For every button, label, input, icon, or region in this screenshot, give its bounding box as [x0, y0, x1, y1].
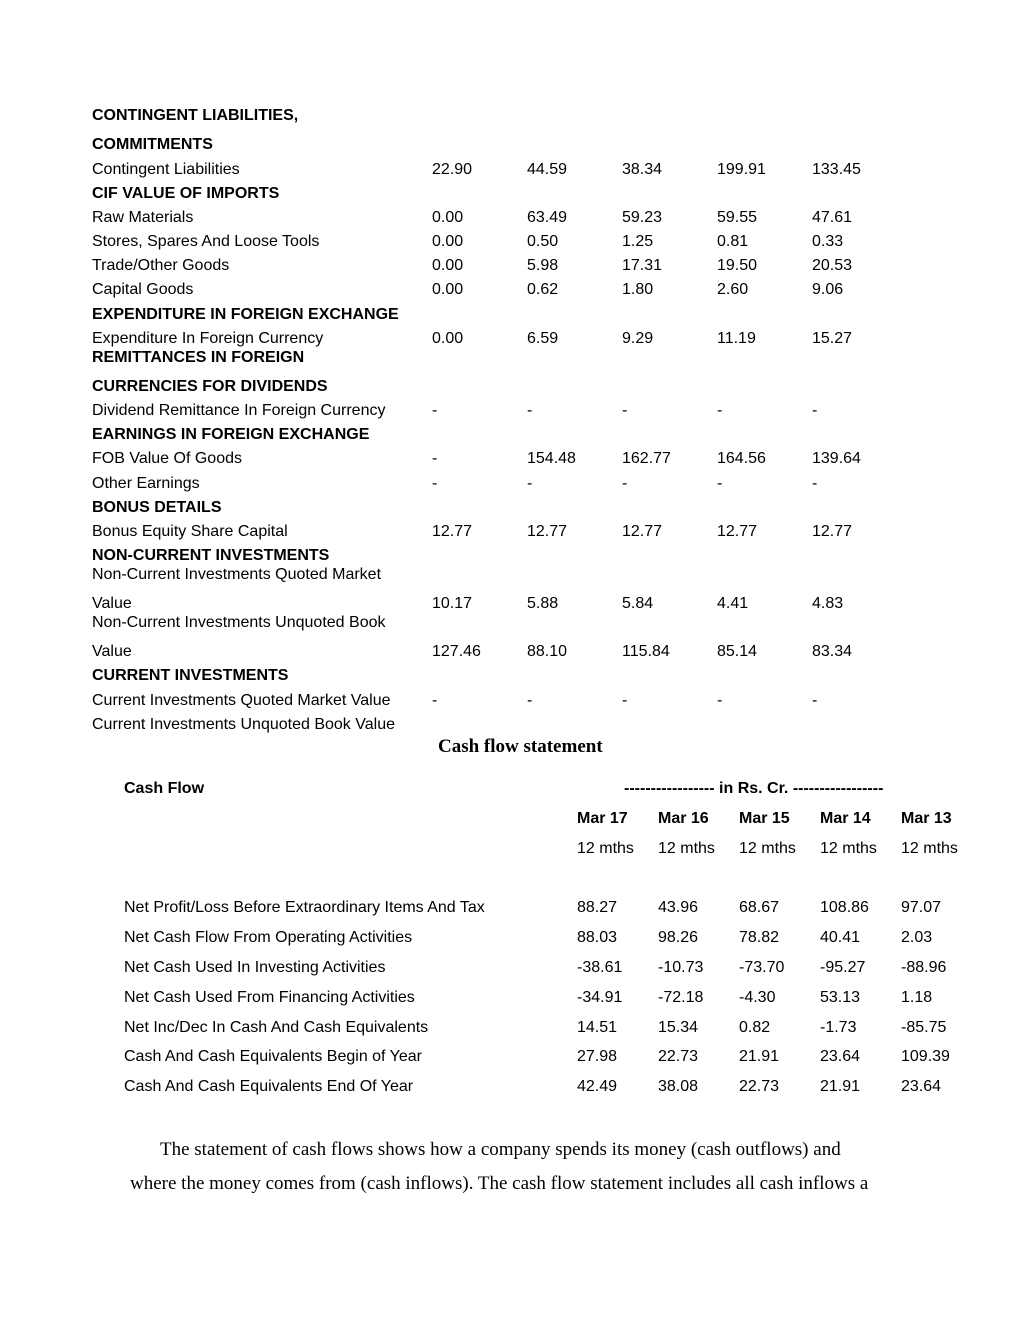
value-cell: 0.81	[717, 233, 749, 250]
row-label: Other Earnings	[92, 475, 200, 492]
value-cell: 88.10	[527, 643, 568, 660]
value-cell: 12.77	[622, 523, 663, 540]
row-label: Non-Current Investments Quoted Market	[92, 566, 382, 583]
value-cell: 17.31	[622, 257, 663, 274]
value-cell: -	[527, 692, 533, 709]
cash-flow-value: 109.39	[901, 1048, 950, 1065]
cash-flow-value: -38.61	[577, 959, 623, 976]
cash-flow-value: 97.07	[901, 899, 942, 916]
cash-flow-value: 40.41	[820, 929, 861, 946]
cash-flow-value: -72.18	[658, 989, 704, 1006]
value-cell: -	[622, 475, 628, 492]
value-cell: 12.77	[717, 523, 758, 540]
value-cell: 11.19	[717, 330, 756, 347]
value-cell: 199.91	[717, 161, 766, 178]
period-header: Mar 16	[658, 810, 709, 827]
row-label: Raw Materials	[92, 209, 194, 226]
value-cell: -	[622, 692, 628, 709]
cash-flow-value: -4.30	[739, 989, 776, 1006]
row-label: Trade/Other Goods	[92, 257, 230, 274]
value-cell: -	[432, 450, 438, 467]
value-cell: 12.77	[432, 523, 473, 540]
row-label: Value	[92, 595, 132, 612]
value-cell: 139.64	[812, 450, 861, 467]
value-cell: 85.14	[717, 643, 758, 660]
section-heading: CURRENT INVESTMENTS	[92, 667, 289, 684]
value-cell: -	[432, 475, 438, 492]
section-heading: NON-CURRENT INVESTMENTS	[92, 547, 330, 564]
value-cell: 5.84	[622, 595, 654, 612]
value-cell: 0.00	[432, 257, 464, 274]
value-cell: 83.34	[812, 643, 853, 660]
cash-flow-row-label: Net Inc/Dec In Cash And Cash Equivalents	[124, 1019, 429, 1036]
section-heading: CIF VALUE OF IMPORTS	[92, 185, 280, 202]
value-cell: -	[432, 692, 438, 709]
section-heading: CURRENCIES FOR DIVIDENDS	[92, 378, 328, 395]
section-heading: EXPENDITURE IN FOREIGN EXCHANGE	[92, 306, 399, 323]
value-cell: 59.55	[717, 209, 758, 226]
cash-flow-value: 23.64	[820, 1048, 861, 1065]
row-label: Current Investments Quoted Market Value	[92, 692, 391, 709]
cash-flow-value: 23.64	[901, 1078, 942, 1095]
value-cell: 154.48	[527, 450, 576, 467]
cash-flow-value: -95.27	[820, 959, 866, 976]
cash-flow-value: 98.26	[658, 929, 699, 946]
cash-flow-value: 27.98	[577, 1048, 618, 1065]
row-label: Bonus Equity Share Capital	[92, 523, 288, 540]
value-cell: 6.59	[527, 330, 559, 347]
value-cell: -	[527, 402, 533, 419]
value-cell: 0.00	[432, 209, 464, 226]
cash-flow-value: -73.70	[739, 959, 785, 976]
duration-header: 12 mths	[820, 840, 877, 857]
value-cell: 12.77	[812, 523, 853, 540]
value-cell: 0.62	[527, 281, 559, 298]
row-label: Dividend Remittance In Foreign Currency	[92, 402, 386, 419]
value-cell: -	[527, 475, 533, 492]
row-label: Value	[92, 643, 132, 660]
value-cell: 20.53	[812, 257, 853, 274]
cash-flow-value: 21.91	[739, 1048, 780, 1065]
cash-flow-value: 38.08	[658, 1078, 699, 1095]
value-cell: 0.00	[432, 330, 464, 347]
section-heading: BONUS DETAILS	[92, 499, 222, 516]
duration-header: 12 mths	[739, 840, 796, 857]
cash-flow-caption: Cash flow statement	[438, 736, 603, 757]
value-cell: 10.17	[432, 595, 473, 612]
value-cell: 127.46	[432, 643, 481, 660]
cash-flow-row-label: Net Cash Used In Investing Activities	[124, 959, 386, 976]
section-heading: COMMITMENTS	[92, 136, 213, 153]
value-cell: 162.77	[622, 450, 671, 467]
row-label: Contingent Liabilities	[92, 161, 240, 178]
unit-label: ----------------- in Rs. Cr. -----------------	[624, 780, 884, 797]
section-heading: EARNINGS IN FOREIGN EXCHANGE	[92, 426, 370, 443]
cash-flow-value: -85.75	[901, 1019, 947, 1036]
value-cell: 63.49	[527, 209, 568, 226]
row-label: Stores, Spares And Loose Tools	[92, 233, 320, 250]
cash-flow-value: 1.18	[901, 989, 933, 1006]
period-header: Mar 13	[901, 810, 952, 827]
value-cell: 59.23	[622, 209, 663, 226]
cash-flow-title: Cash Flow	[124, 780, 205, 797]
value-cell: 44.59	[527, 161, 568, 178]
value-cell: 1.80	[622, 281, 654, 298]
cash-flow-value: 43.96	[658, 899, 699, 916]
cash-flow-value: 42.49	[577, 1078, 618, 1095]
value-cell: 12.77	[527, 523, 568, 540]
duration-header: 12 mths	[577, 840, 634, 857]
value-cell: 22.90	[432, 161, 473, 178]
cash-flow-value: -10.73	[658, 959, 704, 976]
value-cell: 2.60	[717, 281, 749, 298]
value-cell: -	[812, 402, 818, 419]
row-label: Non-Current Investments Unquoted Book	[92, 614, 386, 631]
value-cell: 4.41	[717, 595, 749, 612]
value-cell: 38.34	[622, 161, 663, 178]
row-label: Capital Goods	[92, 281, 194, 298]
value-cell: 164.56	[717, 450, 766, 467]
paragraph-line-2: where the money comes from (cash inflows). The cash flow statement includes all cash inflows a	[130, 1173, 869, 1194]
cash-flow-value: 21.91	[820, 1078, 861, 1095]
value-cell: -	[812, 692, 818, 709]
cash-flow-value: 14.51	[577, 1019, 618, 1036]
value-cell: 0.00	[432, 281, 464, 298]
section-heading: CONTINGENT LIABILITIES,	[92, 107, 299, 124]
value-cell: -	[717, 475, 723, 492]
duration-header: 12 mths	[658, 840, 715, 857]
period-header: Mar 17	[577, 810, 628, 827]
cash-flow-value: 2.03	[901, 929, 933, 946]
value-cell: 133.45	[812, 161, 861, 178]
row-label: Current Investments Unquoted Book Value	[92, 716, 395, 733]
cash-flow-value: -1.73	[820, 1019, 857, 1036]
period-header: Mar 15	[739, 810, 790, 827]
value-cell: 47.61	[812, 209, 853, 226]
cash-flow-value: 53.13	[820, 989, 861, 1006]
value-cell: -	[812, 475, 818, 492]
cash-flow-value: 68.67	[739, 899, 780, 916]
cash-flow-value: 88.03	[577, 929, 618, 946]
row-label: FOB Value Of Goods	[92, 450, 242, 467]
cash-flow-row-label: Net Profit/Loss Before Extraordinary Items And Tax	[124, 899, 485, 916]
cash-flow-value: -34.91	[577, 989, 623, 1006]
period-header: Mar 14	[820, 810, 871, 827]
paragraph-line-1: The statement of cash flows shows how a company spends its money (cash outflows) and	[160, 1139, 841, 1160]
value-cell: 5.88	[527, 595, 559, 612]
value-cell: 9.29	[622, 330, 654, 347]
value-cell: 115.84	[622, 643, 670, 660]
cash-flow-value: 22.73	[658, 1048, 699, 1065]
value-cell: 4.83	[812, 595, 844, 612]
cash-flow-value: 22.73	[739, 1078, 780, 1095]
value-cell: 5.98	[527, 257, 559, 274]
section-heading: REMITTANCES IN FOREIGN	[92, 349, 305, 366]
value-cell: -	[717, 692, 723, 709]
value-cell: -	[432, 402, 438, 419]
duration-header: 12 mths	[901, 840, 958, 857]
cash-flow-row-label: Cash And Cash Equivalents Begin of Year	[124, 1048, 422, 1065]
value-cell: 15.27	[812, 330, 853, 347]
cash-flow-value: 88.27	[577, 899, 618, 916]
cash-flow-row-label: Net Cash Flow From Operating Activities	[124, 929, 413, 946]
cash-flow-value: 108.86	[820, 899, 869, 916]
value-cell: 19.50	[717, 257, 758, 274]
cash-flow-value: 0.82	[739, 1019, 771, 1036]
value-cell: -	[717, 402, 723, 419]
value-cell: 1.25	[622, 233, 654, 250]
cash-flow-row-label: Net Cash Used From Financing Activities	[124, 989, 415, 1006]
value-cell: 9.06	[812, 281, 844, 298]
value-cell: 0.33	[812, 233, 844, 250]
value-cell: 0.50	[527, 233, 559, 250]
value-cell: -	[622, 402, 628, 419]
cash-flow-value: 78.82	[739, 929, 780, 946]
row-label: Expenditure In Foreign Currency	[92, 330, 324, 347]
cash-flow-row-label: Cash And Cash Equivalents End Of Year	[124, 1078, 414, 1095]
cash-flow-value: 15.34	[658, 1019, 699, 1036]
value-cell: 0.00	[432, 233, 464, 250]
cash-flow-value: -88.96	[901, 959, 947, 976]
